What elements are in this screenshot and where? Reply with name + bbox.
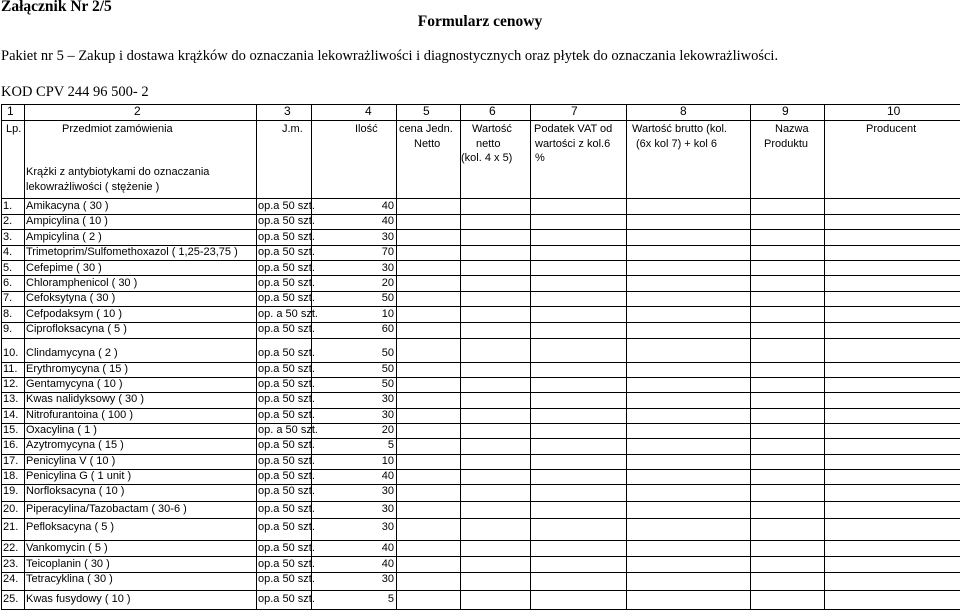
package-prefix: Pakiet nr 5 (1, 48, 64, 64)
header-vat-2: wartości z kol.6 (535, 138, 611, 150)
row-qty: 30 (381, 393, 394, 405)
row-item-name: Cefpodaksym ( 10 ) (26, 308, 122, 320)
row-qty: 5 (387, 439, 394, 451)
row-lp: 17. (3, 455, 19, 467)
row-unit: op.a 50 szt. (258, 455, 315, 467)
row-item-name: Trimetoprim/Sulfomethoxazol ( 1,25-23,75 ) (26, 246, 238, 258)
package-text: – Zakup i dostawa krążków do oznaczania lekowrażliwości i diagnostycznych oraz płytek do oznaczania lekowrażliwości. (63, 48, 779, 64)
row-unit: op.a 50 szt. (258, 393, 315, 405)
row-unit: op.a 50 szt. (258, 215, 315, 227)
row-lp: 15. (3, 424, 19, 436)
row-qty: 20 (381, 424, 394, 436)
row-lp: 24. (3, 573, 19, 585)
section-label-1: Krążki z antybiotykami do oznaczania (26, 166, 210, 178)
row-qty: 40 (381, 558, 394, 570)
column-number: 7 (571, 104, 578, 118)
row-lp: 11. (3, 363, 18, 375)
row-item-name: Oxacylina ( 1 ) (26, 424, 97, 436)
column-number: 4 (365, 104, 372, 118)
header-net-price-2: Netto (414, 138, 441, 150)
row-lp: 3. (3, 231, 13, 243)
row-lp: 13. (3, 393, 19, 405)
row-lp: 23. (3, 558, 19, 570)
header-unit: J.m. (282, 123, 303, 135)
row-item-name: Vankomycin ( 5 ) (26, 542, 108, 554)
row-qty: 10 (381, 455, 394, 467)
header-producer: Producent (866, 123, 917, 135)
row-item-name: Ampicylina ( 10 ) (26, 215, 108, 227)
row-qty: 30 (381, 485, 394, 497)
column-number: 2 (134, 104, 141, 118)
header-item: Przedmiot zamówienia (62, 123, 173, 135)
row-unit: op.a 50 szt. (258, 521, 315, 533)
row-item-name: Penicylina G ( 1 unit ) (26, 470, 132, 482)
row-unit: op.a 50 szt. (258, 231, 315, 243)
row-unit: op.a 50 szt. (258, 246, 315, 258)
row-lp: 7. (3, 292, 13, 304)
row-item-name: Pefloksacyna ( 5 ) (26, 521, 115, 533)
row-qty: 10 (381, 308, 394, 320)
row-qty: 50 (381, 378, 394, 390)
row-unit: op.a 50 szt. (258, 323, 315, 335)
row-lp: 25. (3, 593, 19, 605)
row-qty: 30 (381, 503, 394, 515)
row-qty: 40 (381, 542, 394, 554)
row-lp: 21. (3, 521, 19, 533)
column-number: 9 (782, 104, 789, 118)
column-number: 8 (680, 104, 687, 118)
header-net-value-2: netto (476, 138, 501, 150)
package-description (1, 48, 778, 65)
row-qty: 50 (381, 363, 394, 375)
row-unit: op.a 50 szt. (258, 262, 315, 274)
row-unit: op.a 50 szt. (258, 200, 315, 212)
row-qty: 50 (381, 292, 394, 304)
row-item-name: Cefoksytyna ( 30 ) (26, 292, 116, 304)
row-lp: 18. (3, 470, 19, 482)
header-product-1: Nazwa (775, 123, 809, 135)
column-number: 3 (284, 104, 291, 118)
row-unit: op.a 50 szt. (258, 439, 315, 451)
column-number: 10 (887, 104, 901, 118)
row-unit: op.a 50 szt. (258, 503, 315, 515)
row-qty: 40 (381, 215, 394, 227)
row-unit: op.a 50 szt. (258, 593, 315, 605)
row-item-name: Piperacylina/Tazobactam ( 30-6 ) (26, 503, 187, 515)
row-unit: op. a 50 szt. (258, 308, 318, 320)
row-item-name: Tetracyklina ( 30 ) (26, 573, 113, 585)
row-qty: 70 (381, 246, 394, 258)
header-gross-1: Wartość brutto (kol. (632, 123, 727, 135)
section-label-2: lekowrażliwości ( stężenie ) (26, 181, 160, 193)
row-qty: 60 (381, 323, 394, 335)
header-net-value-1: Wartość (472, 123, 512, 135)
row-unit: op.a 50 szt. (258, 347, 315, 359)
row-unit: op.a 50 szt. (258, 292, 315, 304)
row-lp: 14. (3, 409, 19, 421)
column-number: 5 (423, 104, 430, 118)
row-qty: 30 (381, 262, 394, 274)
row-qty: 5 (387, 593, 394, 605)
row-qty: 30 (381, 573, 394, 585)
row-lp: 22. (3, 542, 19, 554)
row-lp: 20. (3, 503, 19, 515)
row-qty: 20 (381, 277, 394, 289)
row-item-name: Clindamycyna ( 2 ) (26, 347, 118, 359)
header-qty: Ilość (355, 123, 378, 135)
row-item-name: Chloramphenicol ( 30 ) (26, 277, 138, 289)
row-item-name: Teicoplanin ( 30 ) (26, 558, 110, 570)
row-unit: op.a 50 szt. (258, 470, 315, 482)
row-item-name: Penicylina V ( 10 ) (26, 455, 116, 467)
header-lp: Lp. (6, 123, 22, 135)
row-item-name: Kwas nalidyksowy ( 30 ) (26, 393, 144, 405)
row-unit: op.a 50 szt. (258, 485, 315, 497)
row-item-name: Erythromycyna ( 15 ) (26, 363, 129, 375)
row-lp: 9. (3, 323, 13, 335)
row-lp: 2. (3, 215, 13, 227)
row-lp: 1. (3, 200, 13, 212)
row-qty: 40 (381, 470, 394, 482)
attachment-label: Załącznik Nr 2/5 (1, 0, 112, 15)
row-unit: op.a 50 szt. (258, 409, 315, 421)
row-item-name: Azytromycyna ( 15 ) (26, 439, 124, 451)
form-title: Formularz cenowy (417, 13, 543, 30)
header-gross-2: (6x kol 7) + kol 6 (636, 138, 718, 150)
row-unit: op.a 50 szt. (258, 378, 315, 390)
row-lp: 5. (3, 262, 13, 274)
row-qty: 30 (381, 231, 394, 243)
header-vat-3: % (535, 152, 545, 164)
row-lp: 6. (3, 277, 13, 289)
row-unit: op. a 50 szt. (258, 424, 318, 436)
header-net-value-3: (kol. 4 x 5) (461, 152, 513, 164)
row-lp: 4. (3, 246, 13, 258)
row-item-name: Ciprofloksacyna ( 5 ) (26, 323, 127, 335)
header-vat-1: Podatek VAT od (534, 123, 613, 135)
row-qty: 30 (381, 521, 394, 533)
row-unit: op.a 50 szt. (258, 558, 315, 570)
header-product-2: Produktu (764, 138, 809, 150)
row-item-name: Nitrofurantoina ( 100 ) (26, 409, 133, 421)
column-number: 1 (7, 104, 14, 118)
row-lp: 19. (3, 485, 19, 497)
row-item-name: Gentamycyna ( 10 ) (26, 378, 123, 390)
row-lp: 8. (3, 308, 13, 320)
row-unit: op.a 50 szt. (258, 363, 315, 375)
row-qty: 40 (381, 200, 394, 212)
row-lp: 16. (3, 439, 19, 451)
row-item-name: Amikacyna ( 30 ) (26, 200, 109, 212)
row-item-name: Kwas fusydowy ( 10 ) (26, 593, 131, 605)
header-net-price-1: cena Jedn. (399, 123, 453, 135)
row-qty: 30 (381, 409, 394, 421)
row-qty: 50 (381, 347, 394, 359)
row-unit: op.a 50 szt. (258, 542, 315, 554)
row-item-name: Norfloksacyna ( 10 ) (26, 485, 125, 497)
row-lp: 10. (3, 347, 19, 359)
row-item-name: Ampicylina ( 2 ) (26, 231, 102, 243)
column-number: 6 (489, 104, 496, 118)
row-unit: op.a 50 szt. (258, 277, 315, 289)
row-item-name: Cefepime ( 30 ) (26, 262, 102, 274)
cpv-code: KOD CPV 244 96 500- 2 (1, 84, 149, 100)
row-unit: op.a 50 szt. (258, 573, 315, 585)
row-lp: 12. (3, 378, 19, 390)
